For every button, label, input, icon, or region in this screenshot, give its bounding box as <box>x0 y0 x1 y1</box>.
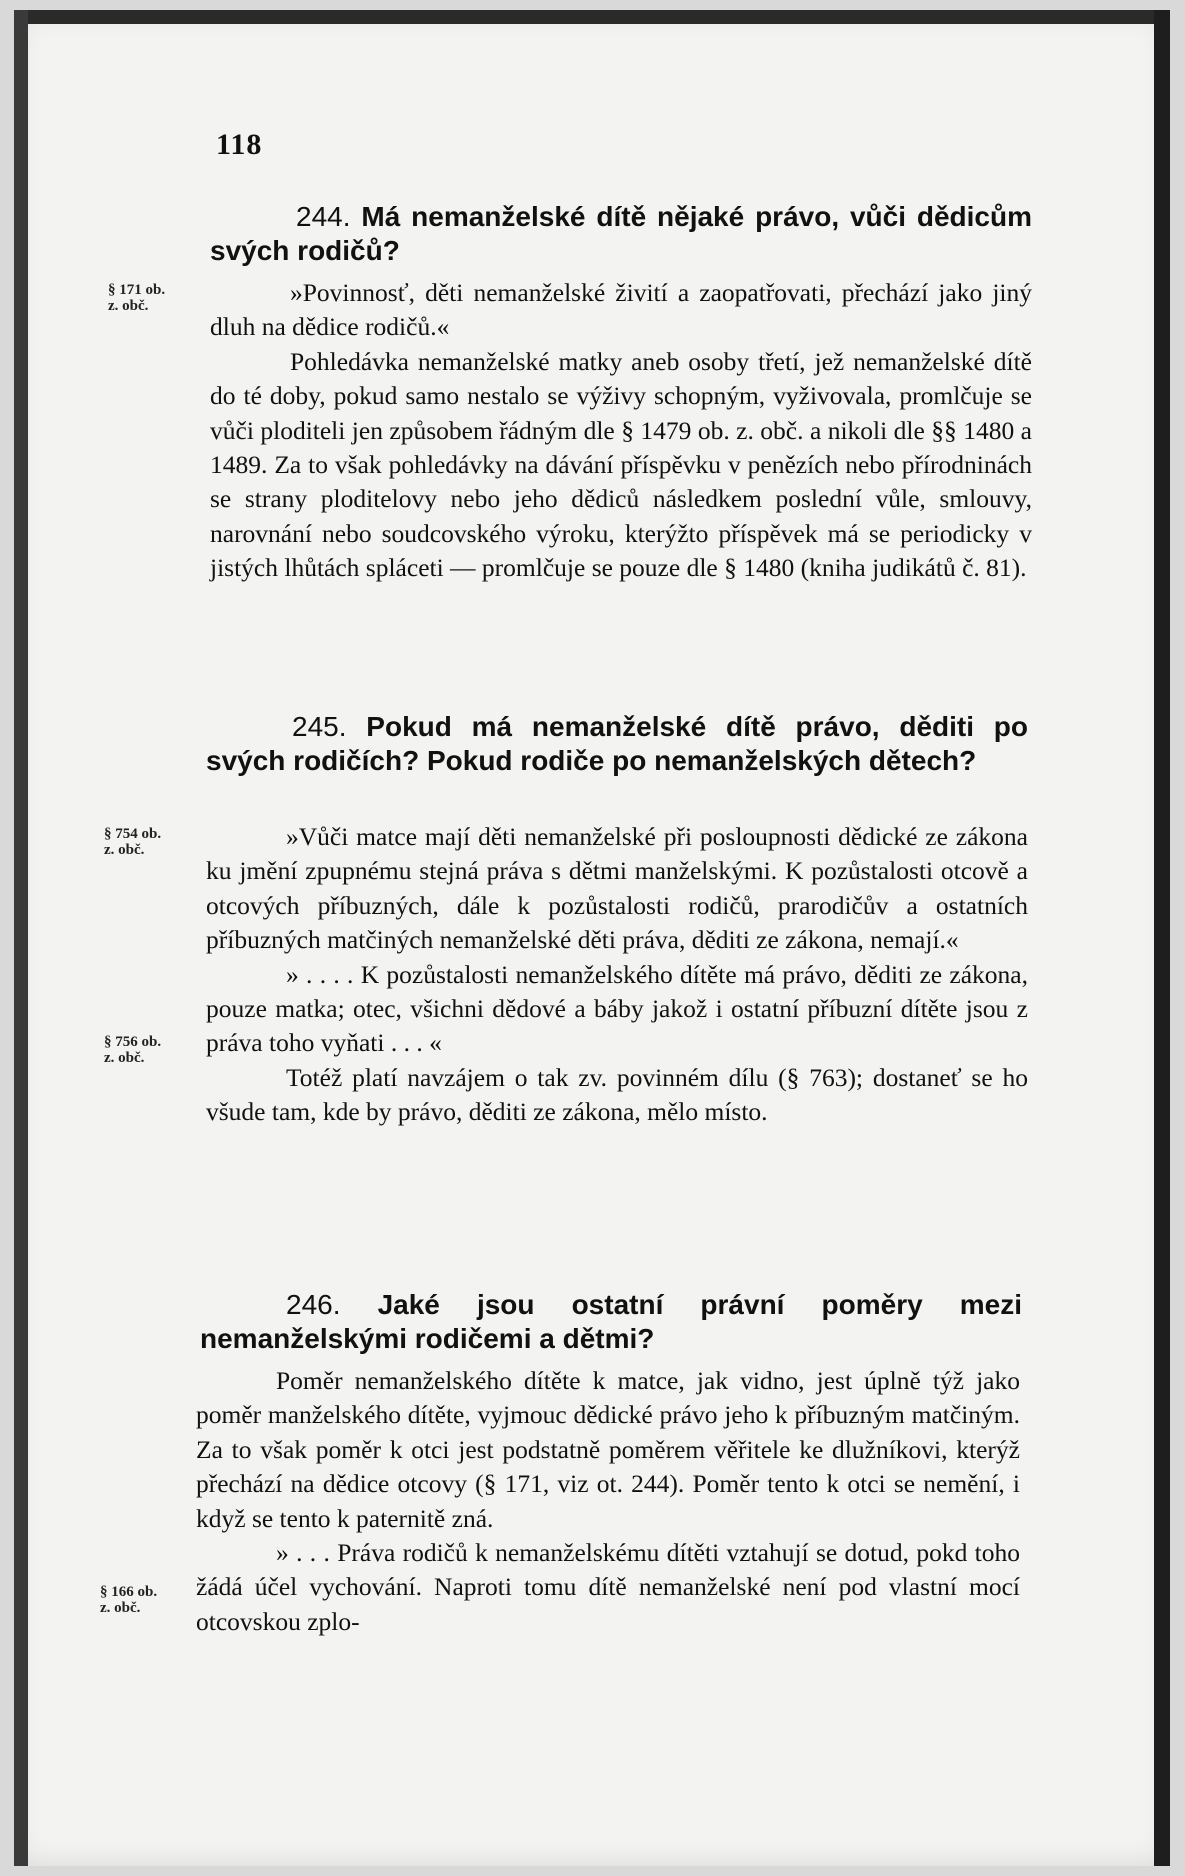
margin-reference: § 166 ob. z. obč. <box>100 1584 158 1616</box>
section-number: 244. <box>296 201 351 232</box>
section-244-heading <box>210 200 1032 268</box>
body-paragraph: Pohledávka nemanželské matky aneb osoby třetí, jež nemanželské dítě do té doby, pokud samo nestalo se výživy schopným, vyživovala, promlčuje se vůči ploditeli jen způsobem řádným dle § 1479 ob. z. obč. a nikoli dle §§ 1480 a 1489. Za to však pohledávky na dávání příspěvku v penězích nebo přírodninách se strany ploditelovy nebo jeho dědiců následkem poslední vůle, smlouvy, narovnání nebo soudcovského výroku, kterýžto příspěvek má se periodicky v jistých lhůtách spláceti — promlčuje se pouze dle § 1480 (kniha judikátů č. 81). <box>210 346 1032 583</box>
section-heading <box>206 710 1028 778</box>
margin-reference: § 754 ob. z. obč. <box>104 826 162 858</box>
section-title: Pokud má nemanželské dítě právo, děditi po svých rodičích? Pokud rodiče po nemanželských dětech? <box>206 711 1029 776</box>
scan-edge-right <box>1154 10 1170 1866</box>
section-244-body <box>210 276 1032 586</box>
page-number: 118 <box>216 128 263 161</box>
section-245-body <box>206 820 1028 1130</box>
quote-paragraph: » . . . . K pozůstalosti nemanželského dítěte má právo, děditi ze zákona, pouze matka; otec, všichni dědové a báby jakož i ostatní příbuzní dítěte jsou z práva toho vyňati . . . « <box>206 959 1028 1058</box>
section-title: Má nemanželské dítě nějaké právo, vůči dědicům svých rodičů? <box>210 201 1033 266</box>
section-number: 246. <box>286 1289 341 1320</box>
body-paragraph: Totéž platí navzájem o tak zv. povinném dílu (§ 763); dostaneť se ho všude tam, kde by právo, děditi ze zákona, mělo místo. <box>206 1062 1028 1127</box>
section-heading <box>210 200 1032 268</box>
section-245-heading <box>206 710 1028 778</box>
scan-edge-top <box>14 10 1170 24</box>
section-246-body <box>196 1364 1020 1639</box>
quote-paragraph: »Vůči matce mají děti nemanželské při posloupnosti dědické ze zákona ku jmění zpupnému stejná práva s dětmi manželskými. K pozůstalosti otcově a otcových příbuzných, dále k pozůstalosti rodičů, prarodičův a ostatních příbuzných matčiných nemanželské děti práva, děditi ze zákona, nemají.« <box>206 822 1028 955</box>
section-number: 245. <box>292 711 347 742</box>
section-246-heading <box>200 1288 1022 1356</box>
section-heading <box>200 1288 1022 1356</box>
margin-reference: § 756 ob. z. obč. <box>104 1034 162 1066</box>
margin-reference: § 171 ob. z. obč. <box>108 282 166 314</box>
scan-edge-left <box>14 10 28 1866</box>
quote-paragraph: »Povinnosť, děti nemanželské živití a zaopatřovati, přechází jako jiný dluh na dědice rodičů.« <box>210 278 1032 342</box>
section-title: Jaké jsou ostatní právní poměry mezi nemanželskými rodičemi a dětmi? <box>200 1289 1022 1354</box>
quote-paragraph: » . . . Práva rodičů k nemanželskému dítěti vztahují se dotud, pokd toho žádá účel vychování. Naproti tomu dítě nemanželské není pod vlastní mocí otcovskou zplo- <box>196 1538 1020 1636</box>
body-paragraph: Poměr nemanželského dítěte k matce, jak vidno, jest úplně týž jako poměr manželského dítěte, vyjmouc dědické právo jeho k příbuzným matčiným. Za to však poměr k otci jest podstatně poměrem věřitele ke dlužníkovi, kterýž přechází na dědice otcovy (§ 171, viz ot. 244). Poměr tento k otci se nemění, i když se tento k paternitě zná. <box>196 1366 1020 1533</box>
